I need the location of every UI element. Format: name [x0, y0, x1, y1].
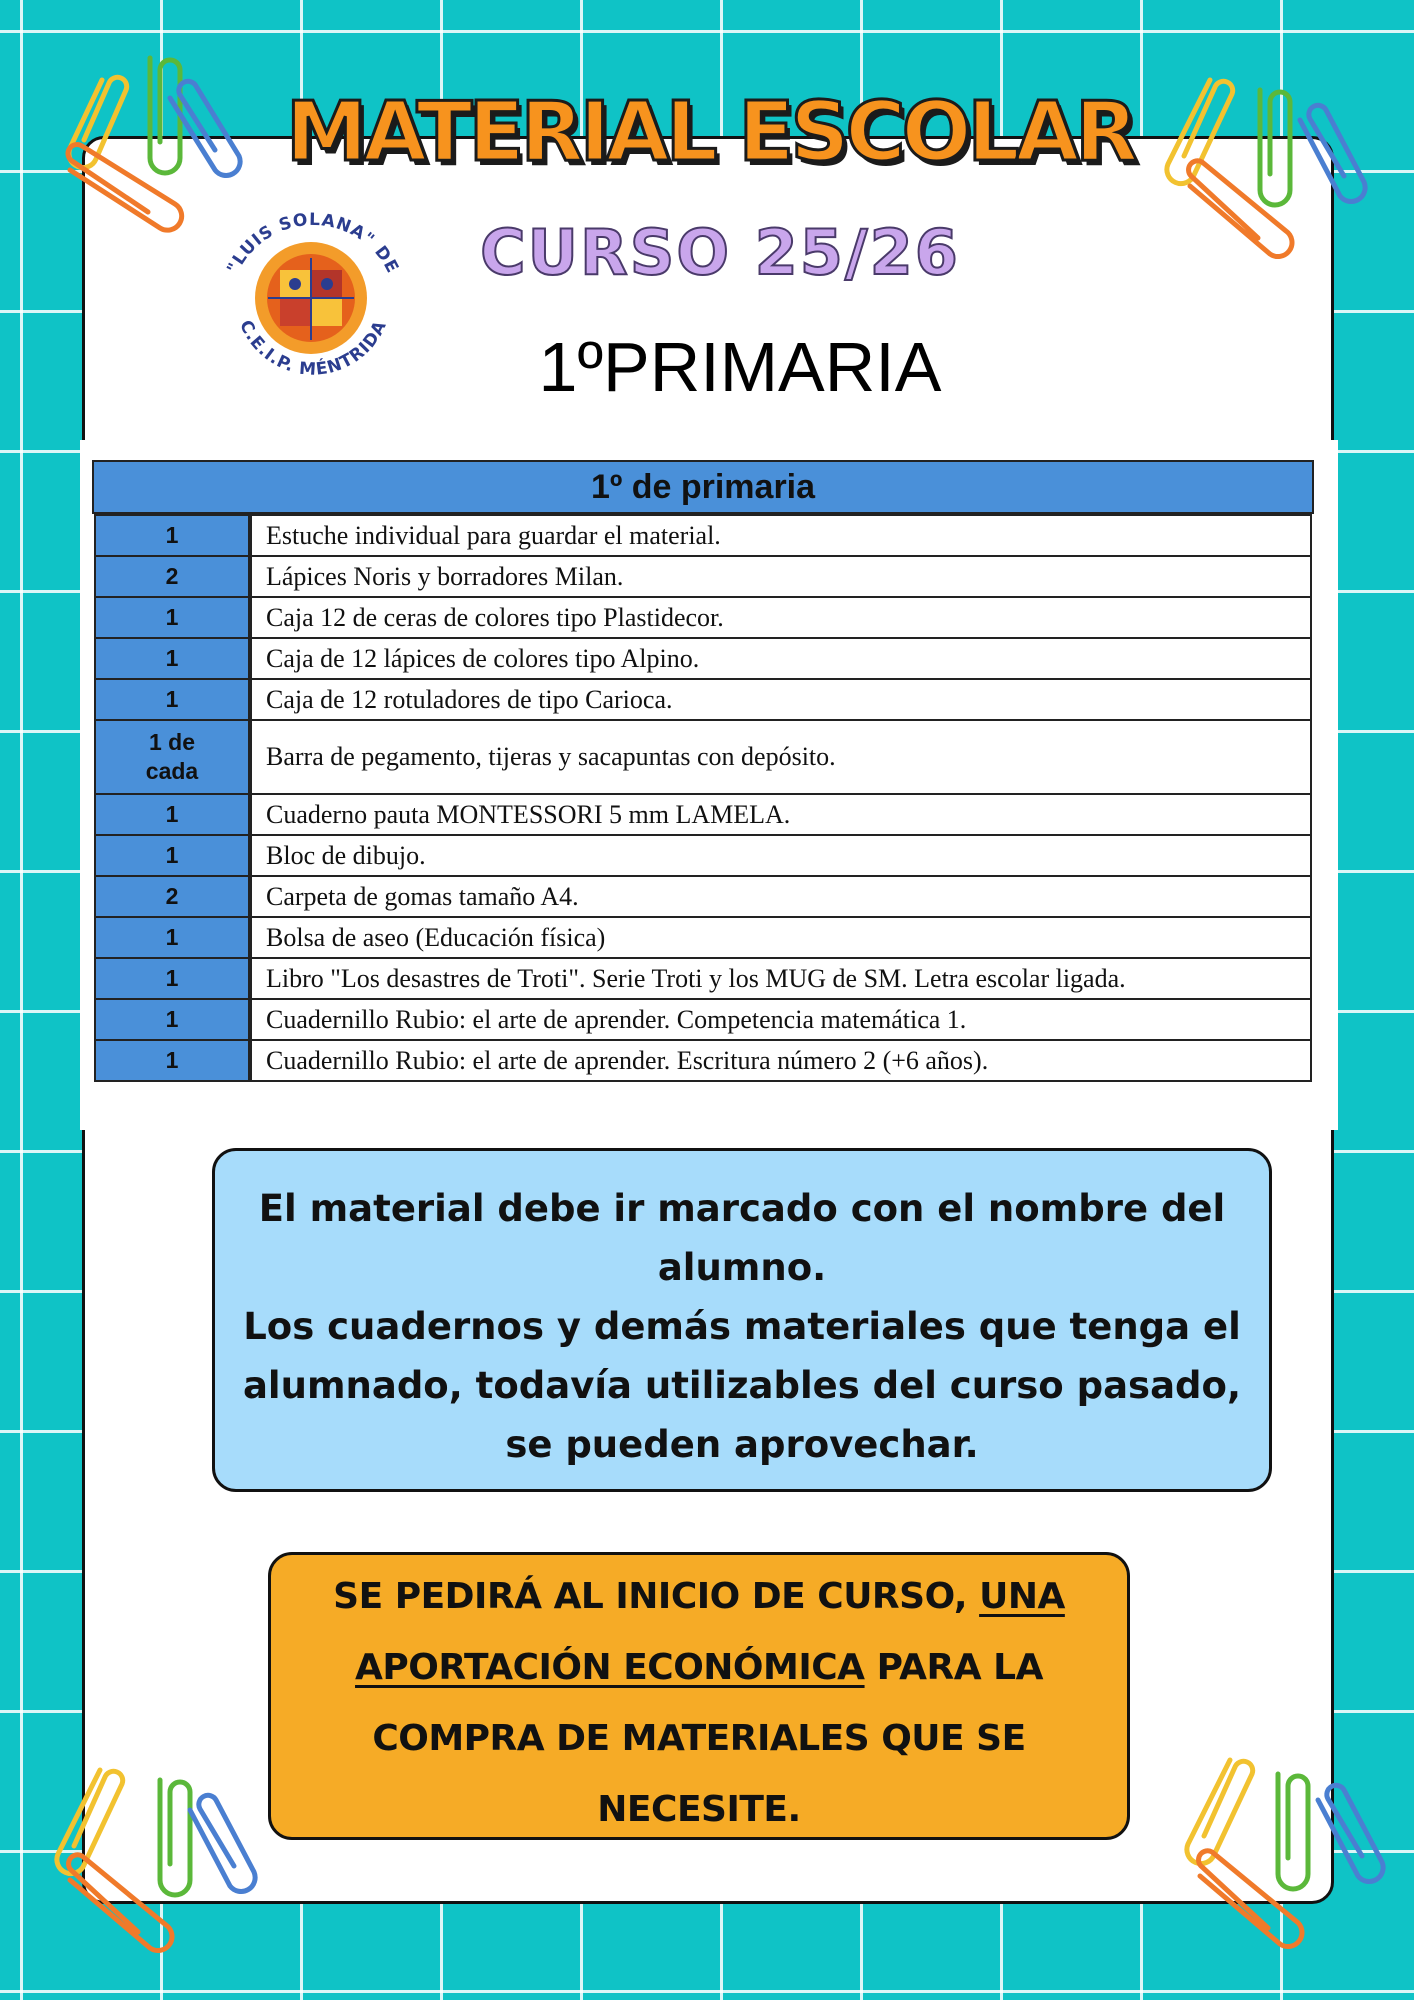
- quantity-cell: 1: [95, 999, 250, 1040]
- table-row: [95, 876, 1311, 917]
- table-row: [95, 679, 1311, 720]
- item-cell: Caja de 12 lápices de colores tipo Alpino.: [250, 638, 1311, 679]
- paperclip-group-bottom-left: [30, 1750, 260, 1980]
- paperclip-icon: [150, 58, 180, 173]
- materials-table: [94, 514, 1312, 1082]
- table-row: [95, 1040, 1311, 1081]
- item-cell: Libro "Los desastres de Troti". Serie Troti y los MUG de SM. Letra escolar ligada.: [250, 958, 1311, 999]
- item-cell: Caja de 12 rotuladores de tipo Carioca.: [250, 679, 1311, 720]
- quantity-line: cada: [145, 758, 199, 784]
- item-cell: Carpeta de gomas tamaño A4.: [250, 876, 1311, 917]
- item-cell: Cuadernillo Rubio: el arte de aprender. Competencia matemática 1.: [250, 999, 1311, 1040]
- paperclip-icon: [57, 1770, 123, 1874]
- item-cell: Barra de pegamento, tijeras y sacapuntas con depósito.: [250, 720, 1311, 794]
- table-row: [95, 917, 1311, 958]
- item-cell: Bolsa de aseo (Educación física): [250, 917, 1311, 958]
- table-row: [95, 638, 1311, 679]
- school-logo-icon: [208, 198, 418, 398]
- note-line: Los cuadernos y demás materiales que tenga el alumnado, todavía utilizables del curso pasado, se pueden aprovechar.: [242, 1305, 1242, 1466]
- table-row: [95, 597, 1311, 638]
- item-cell: Lápices Noris y borradores Milan.: [250, 556, 1311, 597]
- logo-text-top: "LUIS SOLANA" DE: [223, 209, 403, 278]
- level-label: 1ºPRIMARIA: [538, 328, 942, 406]
- paperclip-icon: [1300, 105, 1365, 201]
- item-cell: Cuaderno pauta MONTESSORI 5 mm LAMELA.: [250, 794, 1311, 835]
- logo-sun: [255, 242, 367, 354]
- paperclip-icon: [1199, 1851, 1302, 1947]
- item-cell: Cuadernillo Rubio: el arte de aprender. Escritura número 2 (+6 años).: [250, 1040, 1311, 1081]
- table-row: [95, 835, 1311, 876]
- quantity-cell: 1: [95, 794, 250, 835]
- paperclip-group-top-right: [1150, 70, 1380, 290]
- paperclip-icon: [1189, 161, 1292, 257]
- paperclip-icon: [68, 144, 182, 230]
- contribution-text: SE PEDIRÁ AL INICIO DE CURSO,: [333, 1576, 968, 1617]
- paperclip-icon: [1260, 90, 1290, 205]
- table-row: [95, 999, 1311, 1040]
- quantity-cell: 1: [95, 835, 250, 876]
- materials-table-section: [80, 440, 1338, 1130]
- quantity-cell: 1: [95, 917, 250, 958]
- paperclip-icon: [190, 1795, 255, 1891]
- contribution-text: PARA LA COMPRA DE MATERIALES QUE SE NECESITE.: [372, 1647, 1043, 1830]
- table-row: [95, 958, 1311, 999]
- quantity-cell: 1: [95, 515, 250, 556]
- item-cell: Caja 12 de ceras de colores tipo Plastidecor.: [250, 597, 1311, 638]
- paperclip-icon: [160, 1780, 190, 1895]
- item-cell: Bloc de dibujo.: [250, 835, 1311, 876]
- table-row: [95, 515, 1311, 556]
- logo-text-bottom: C.E.I.P. MÉNTRIDA: [235, 317, 391, 380]
- table-title: 1º de primaria: [92, 460, 1314, 514]
- paperclip-group-bottom-right: [1160, 1740, 1390, 1970]
- table-row: [95, 720, 1311, 794]
- note-box: [212, 1148, 1272, 1492]
- quantity-cell: 1: [95, 597, 250, 638]
- quantity-cell: 2: [95, 556, 250, 597]
- quantity-line: 1 de: [148, 729, 196, 756]
- quantity-cell: 1: [95, 1040, 250, 1081]
- paperclip-icon: [1318, 1785, 1383, 1881]
- quantity-cell: 1: [95, 638, 250, 679]
- quantity-cell: [95, 720, 250, 794]
- quantity-cell: 1: [95, 958, 250, 999]
- page-title: MATERIAL ESCOLAR: [285, 85, 1135, 180]
- quantity-cell: 1: [95, 679, 250, 720]
- paperclip-icon: [1167, 80, 1233, 184]
- paperclip-icon: [1278, 1774, 1308, 1889]
- note-line: El material debe ir marcado con el nombre del alumno.: [258, 1187, 1226, 1289]
- course-label: CURSO 25/26: [480, 216, 960, 289]
- contribution-highlight: UNA APORTACIÓN ECONÓMICA: [355, 1576, 1065, 1688]
- quantity-cell: 2: [95, 876, 250, 917]
- contribution-box: [268, 1552, 1130, 1840]
- item-cell: Estuche individual para guardar el material.: [250, 515, 1311, 556]
- table-row: [95, 556, 1311, 597]
- table-row: [95, 794, 1311, 835]
- paperclip-icon: [1187, 1760, 1253, 1864]
